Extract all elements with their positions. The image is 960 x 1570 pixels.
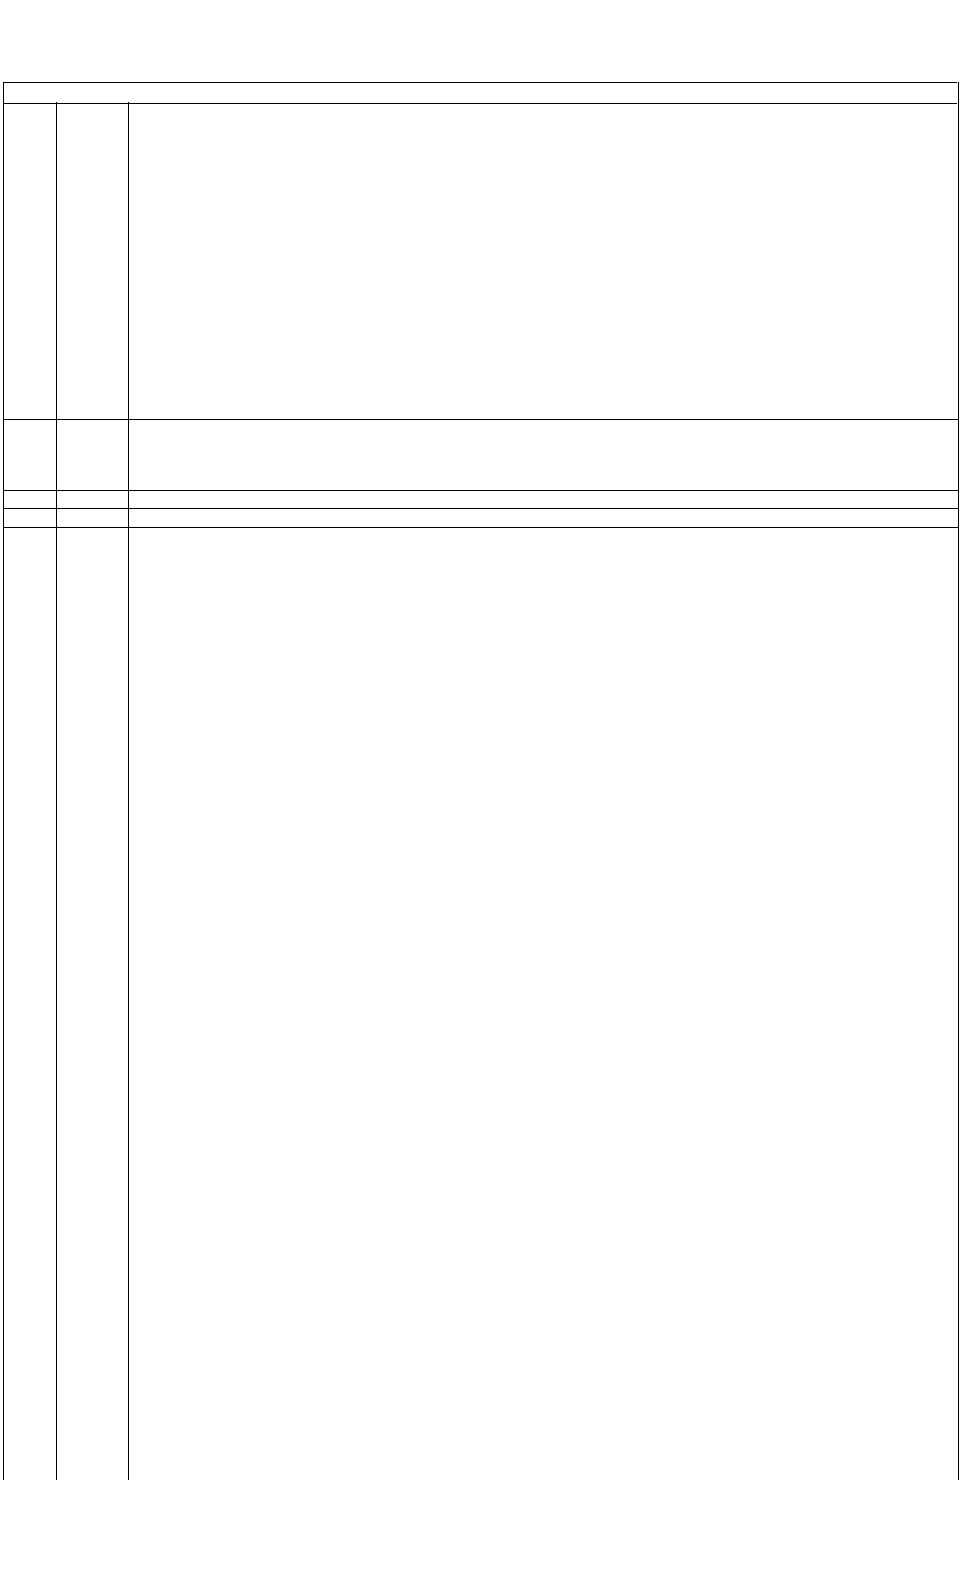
row-divider <box>3 490 958 491</box>
bill-table <box>3 82 959 1480</box>
row-divider <box>3 508 958 509</box>
row-divider <box>3 419 958 420</box>
row-divider <box>3 527 958 528</box>
table-header-row <box>3 82 957 104</box>
col-divider <box>128 102 129 1480</box>
col-divider <box>56 102 57 1480</box>
